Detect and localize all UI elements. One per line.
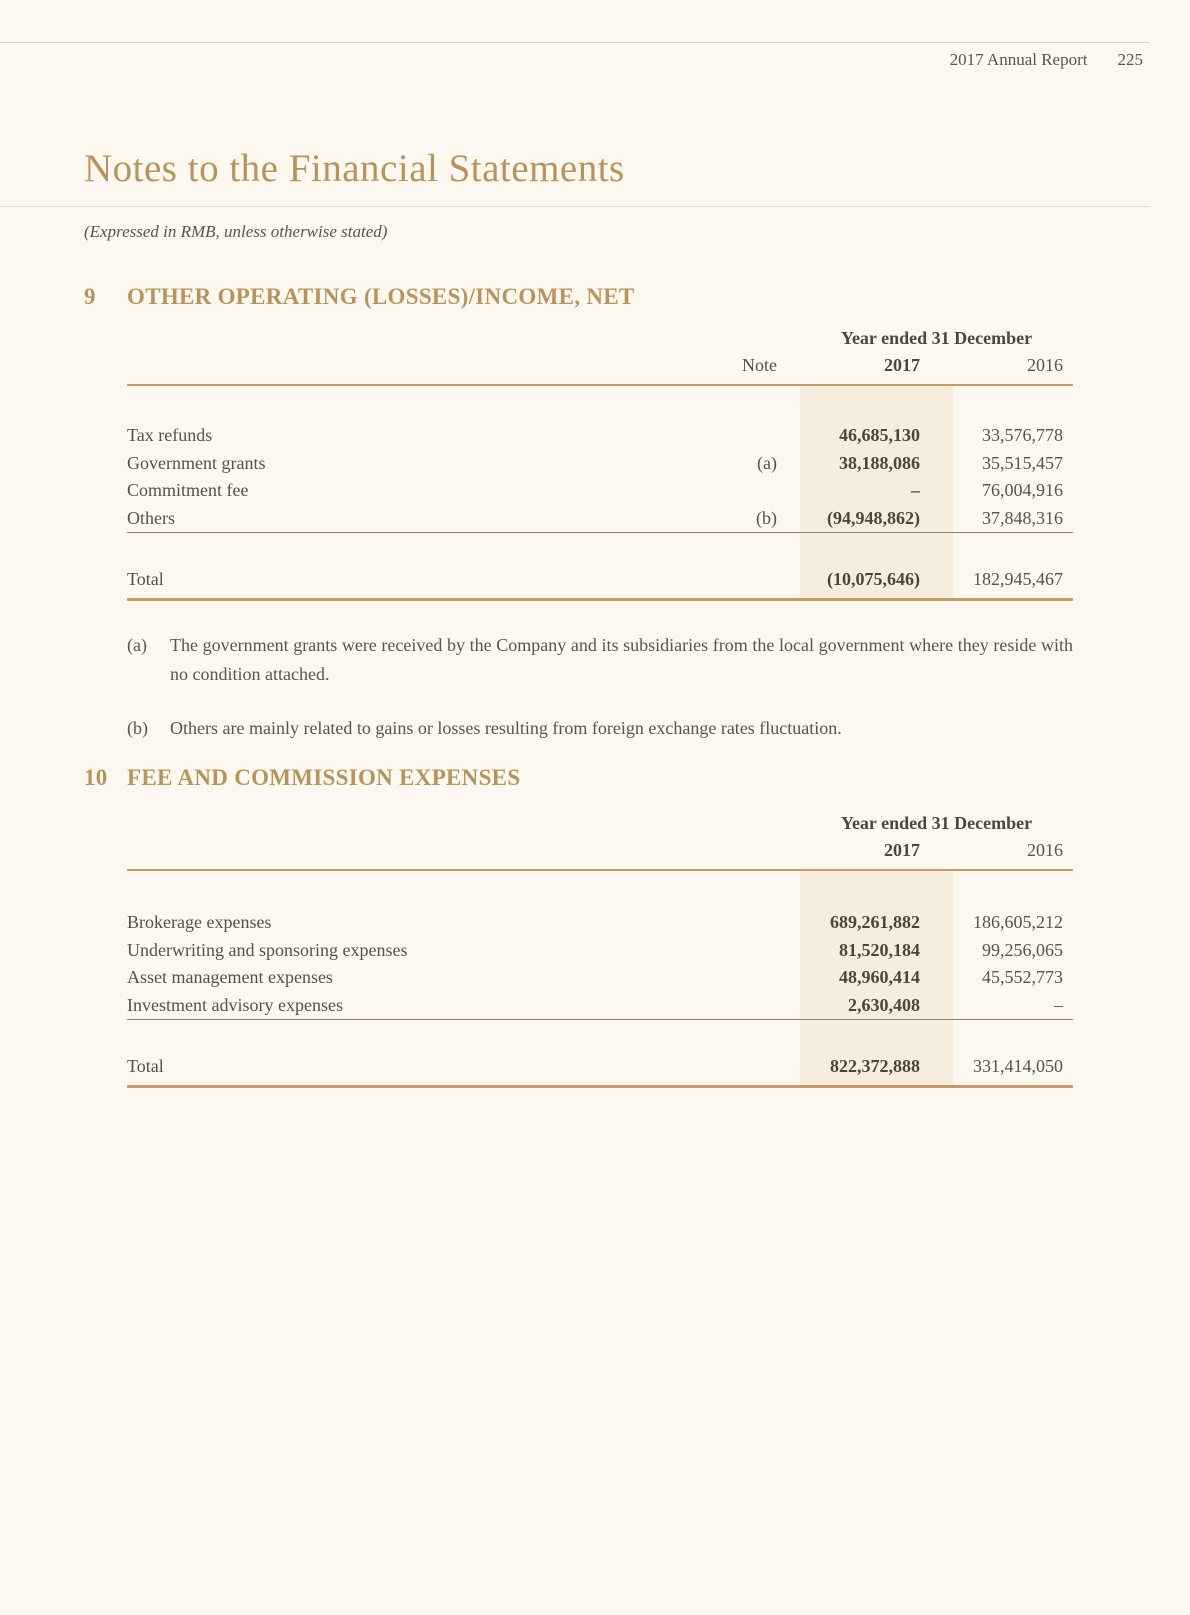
value-2016: 186,605,212 — [973, 912, 1063, 932]
row-label: Government grants — [127, 452, 266, 473]
year-ended-header: Year ended 31 December — [840, 328, 1033, 348]
table-row — [127, 505, 1073, 534]
footnote-b — [127, 714, 1073, 743]
footnote-a-label: (a) — [127, 635, 147, 655]
row-label: Tax refunds — [127, 425, 213, 445]
section-10-number: 10 — [84, 765, 108, 790]
table-row — [127, 909, 1073, 937]
other-operating-income-table — [127, 325, 1073, 601]
section-9-heading — [84, 284, 635, 310]
row-label: Investment advisory expenses — [127, 994, 343, 1015]
table-row — [127, 325, 1073, 352]
section-10-heading — [84, 765, 520, 791]
running-header — [950, 50, 1143, 70]
row-label: Commitment fee — [127, 480, 249, 500]
footnote-b-text: Others are mainly related to gains or losses resulting from foreign exchange rates fluctuation. — [170, 718, 842, 738]
table-row — [127, 992, 1073, 1021]
table-row — [127, 422, 1073, 450]
fee-commission-expenses-table — [127, 810, 1073, 1088]
value-2016: 45,552,773 — [982, 967, 1063, 987]
footnote-a — [127, 631, 1073, 688]
value-2017: 689,261,882 — [800, 909, 953, 937]
column-header-row — [127, 352, 1073, 386]
year-2017-column-header: 2017 — [884, 840, 920, 860]
year-2017-column-header: 2017 — [884, 355, 920, 375]
table-row — [127, 450, 1073, 478]
table-spacer — [127, 533, 1073, 561]
row-label: Asset management expenses — [127, 967, 333, 987]
total-2016: 331,414,050 — [973, 1056, 1063, 1076]
row-note-ref — [690, 477, 800, 505]
table-row — [127, 964, 1073, 992]
section-9-title: OTHER OPERATING (LOSSES)/INCOME, NET — [127, 284, 635, 309]
footnote-b-label: (b) — [127, 718, 148, 738]
row-note-ref — [690, 422, 800, 450]
value-2017: 46,685,130 — [800, 422, 953, 450]
title-underline-rule — [0, 206, 1150, 207]
value-2017: – — [800, 477, 953, 505]
top-hairline-rule — [0, 42, 1150, 43]
row-label: Underwriting and sponsoring expenses — [127, 939, 408, 960]
row-note-ref: (b) — [756, 507, 777, 528]
section-9-number: 9 — [84, 284, 96, 309]
table-spacer — [127, 386, 1073, 422]
row-label: Others — [127, 507, 175, 528]
year-ended-header: Year ended 31 December — [840, 813, 1033, 833]
value-2016: – — [1054, 994, 1063, 1015]
value-2017: 48,960,414 — [800, 964, 953, 992]
report-title: 2017 Annual Report — [949, 50, 1088, 69]
year-2016-column-header: 2016 — [1027, 355, 1063, 375]
row-note-ref: (a) — [757, 452, 777, 473]
total-2017: (10,075,646) — [800, 561, 953, 598]
footnote-a-text: The government grants were received by the Company and its subsidiaries from the local government where they reside with no condition attached. — [170, 635, 1073, 684]
total-2016: 182,945,467 — [973, 569, 1063, 589]
total-row — [127, 1048, 1073, 1088]
note-column-header: Note — [742, 355, 777, 375]
table-spacer — [127, 1020, 1073, 1048]
value-2016: 99,256,065 — [982, 939, 1063, 960]
table-row — [127, 477, 1073, 505]
table-row — [127, 810, 1073, 837]
total-2017: 822,372,888 — [800, 1048, 953, 1085]
column-header-row — [127, 837, 1073, 871]
page-number: 225 — [1117, 50, 1143, 69]
value-2016: 37,848,316 — [982, 507, 1063, 528]
value-2016: 33,576,778 — [982, 425, 1063, 445]
section-10-title: FEE AND COMMISSION EXPENSES — [127, 765, 521, 790]
total-row — [127, 561, 1073, 601]
table-spacer — [127, 871, 1073, 909]
value-2017: 81,520,184 — [800, 937, 953, 965]
total-label: Total — [127, 1056, 164, 1076]
total-label: Total — [127, 569, 164, 589]
value-2017: (94,948,862) — [800, 505, 953, 533]
currency-note: (Expressed in RMB, unless otherwise stated) — [84, 222, 388, 241]
row-label: Brokerage expenses — [127, 912, 272, 932]
value-2017: 2,630,408 — [800, 992, 953, 1020]
document-title: Notes to the Financial Statements — [84, 147, 625, 190]
value-2016: 35,515,457 — [982, 452, 1063, 473]
year-2016-column-header: 2016 — [1027, 840, 1063, 860]
table-row — [127, 937, 1073, 965]
value-2017: 38,188,086 — [800, 450, 953, 478]
value-2016: 76,004,916 — [982, 480, 1063, 500]
